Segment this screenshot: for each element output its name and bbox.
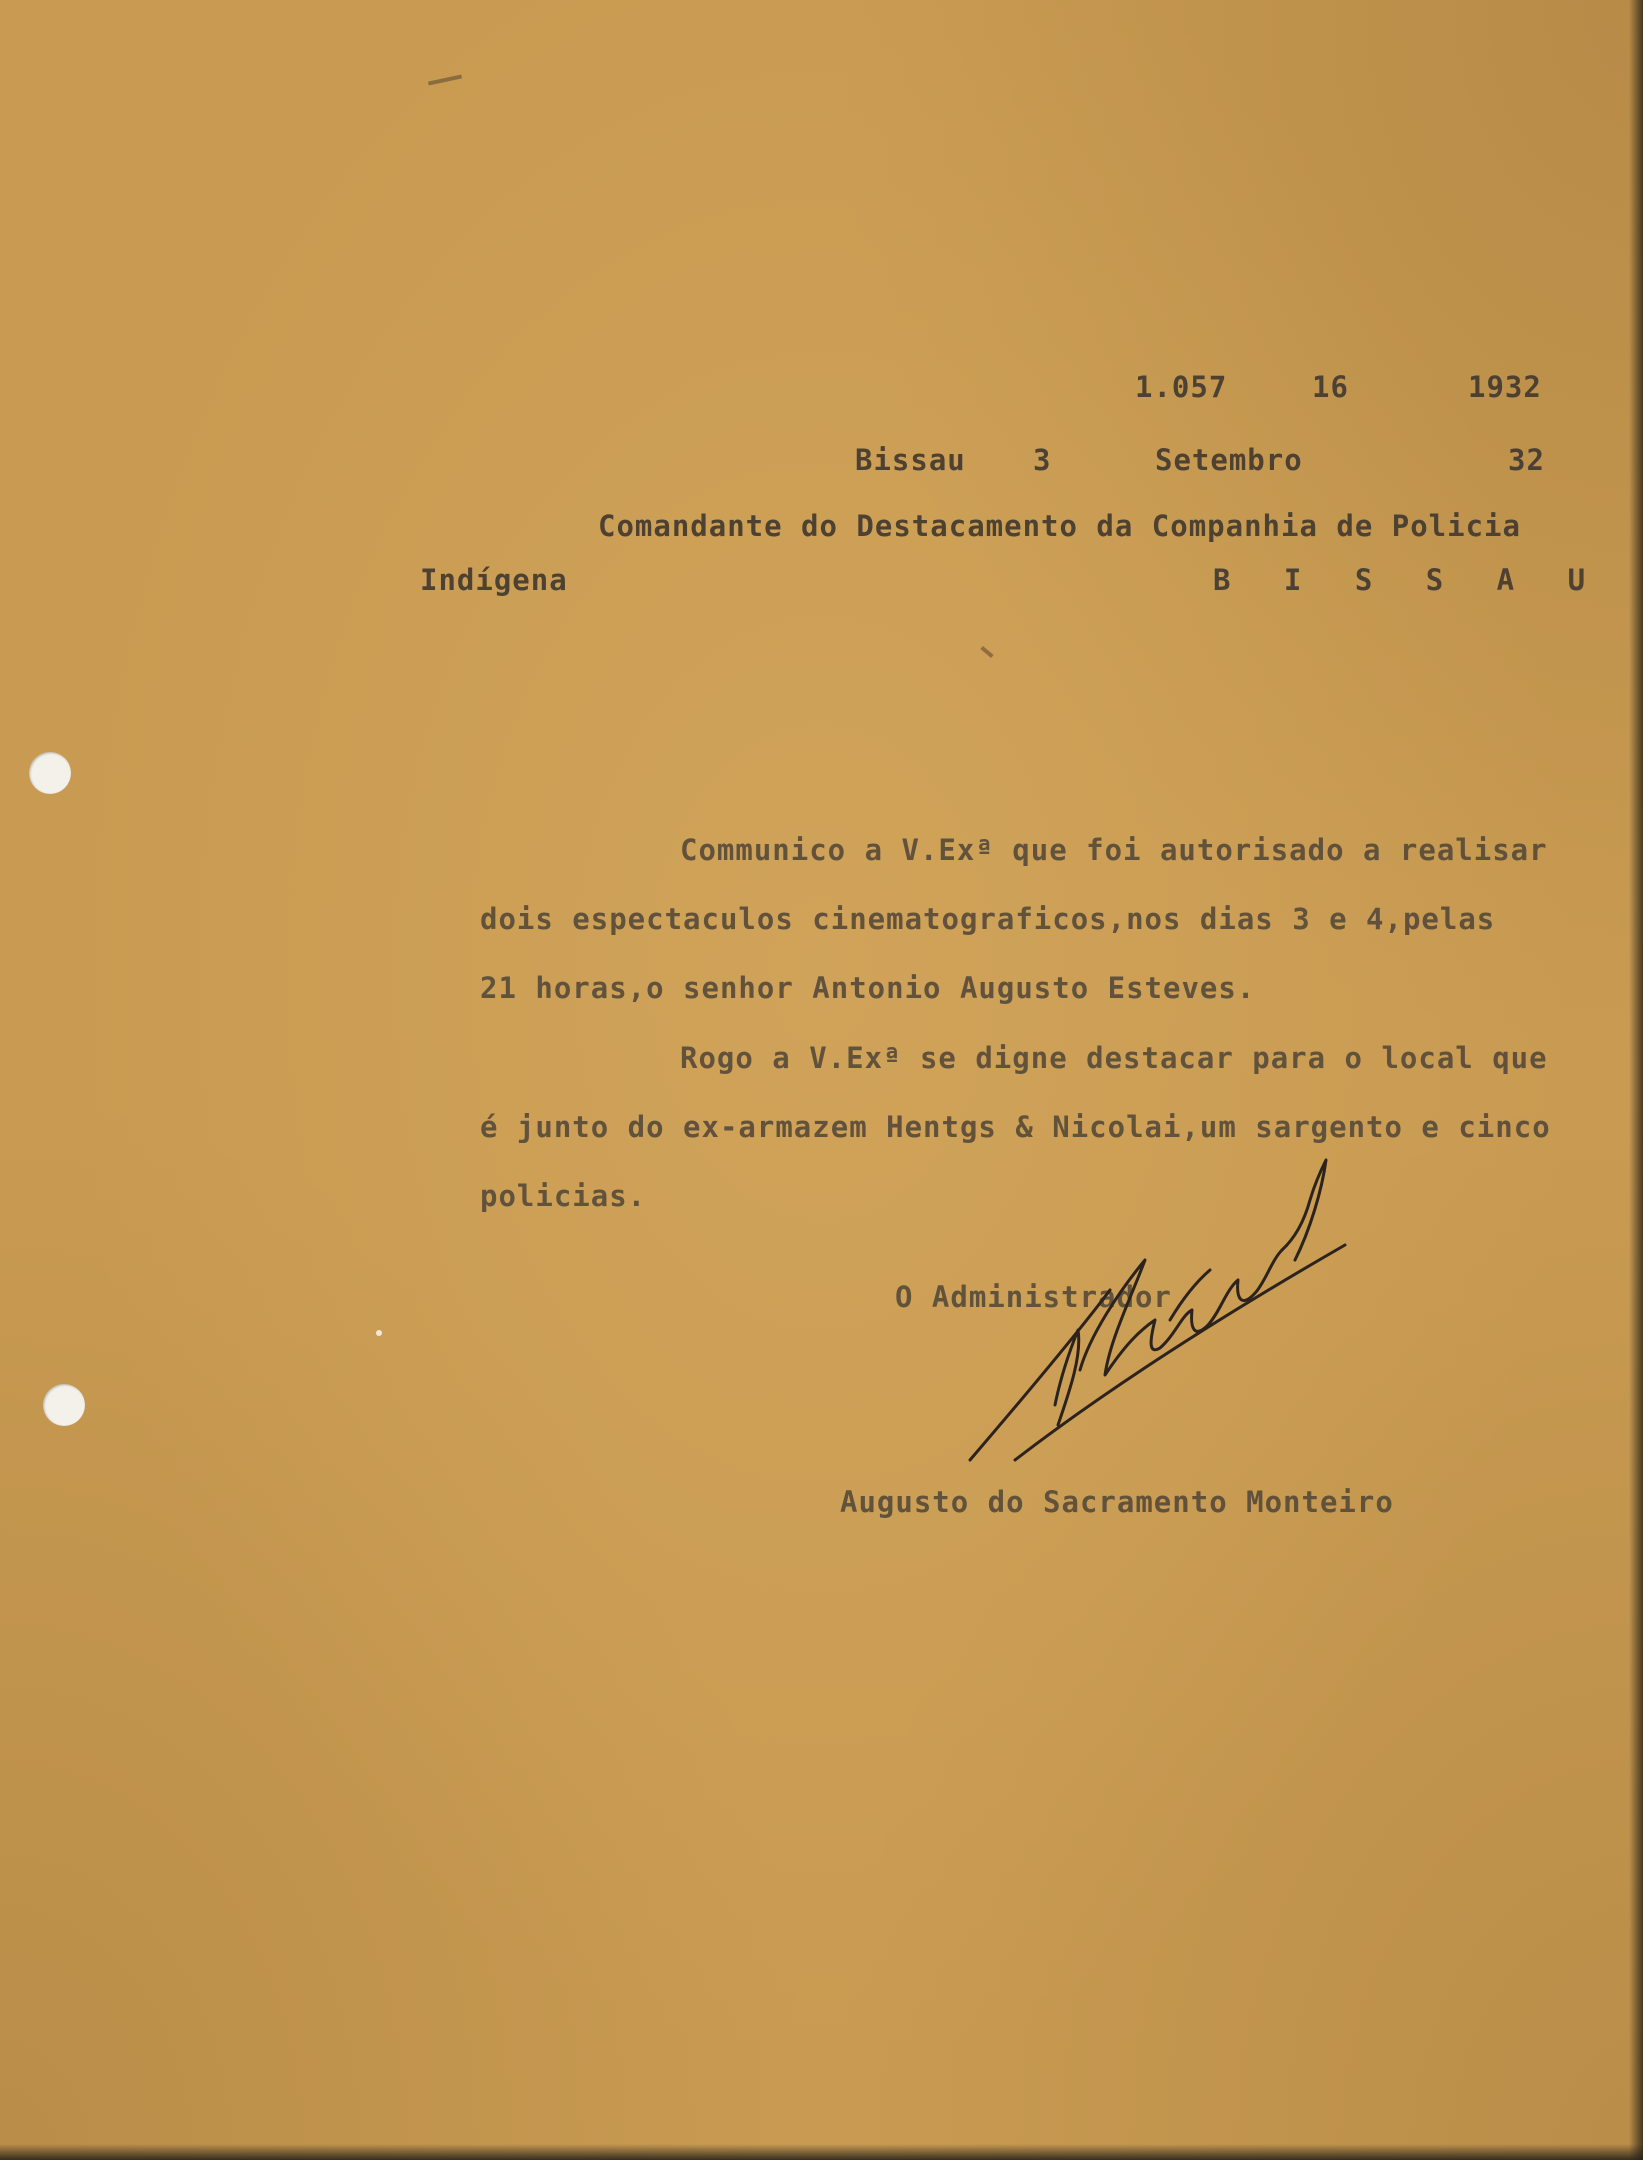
- closing-title: O Administrador: [895, 1280, 1172, 1314]
- dateline-day: 3: [1033, 443, 1052, 477]
- paper-mark: [376, 1330, 382, 1336]
- dateline-month: Setembro: [1155, 443, 1303, 477]
- body-line-5: é junto do ex-armazem Hentgs & Nicolai,um sargento e cinco: [480, 1110, 1551, 1144]
- reference-year: 1932: [1468, 370, 1542, 404]
- body-line-3: 21 horas,o senhor Antonio Augusto Esteves.: [480, 971, 1256, 1005]
- body-line-1: Communico a V.Exª que foi autorisado a realisar: [680, 833, 1548, 867]
- paper-mark: [428, 75, 462, 86]
- body-line-4: Rogo a V.Exª se digne destacar para o local que: [680, 1041, 1548, 1075]
- page-bottom-edge-shadow: [0, 2144, 1643, 2160]
- addressee-city: B I S S A U: [1213, 563, 1604, 597]
- paper-mark: [980, 646, 993, 658]
- reference-seq: 16: [1312, 370, 1349, 404]
- handwritten-signature: [960, 1140, 1360, 1540]
- reference-number: 1.057: [1135, 370, 1228, 404]
- dateline-place: Bissau: [855, 443, 966, 477]
- addressee-line1: Comandante do Destacamento da Companhia de Policia: [598, 509, 1521, 543]
- signatory-name: Augusto do Sacramento Monteiro: [840, 1485, 1394, 1519]
- punch-hole-top: [29, 752, 71, 794]
- page-right-edge-shadow: [1629, 0, 1643, 2160]
- addressee-line2: Indígena: [420, 563, 568, 597]
- body-line-6: policias.: [480, 1179, 647, 1213]
- punch-hole-bottom: [43, 1384, 85, 1426]
- body-line-2: dois espectaculos cinematograficos,nos dias 3 e 4,pelas: [480, 902, 1496, 936]
- dateline-year: 32: [1508, 443, 1545, 477]
